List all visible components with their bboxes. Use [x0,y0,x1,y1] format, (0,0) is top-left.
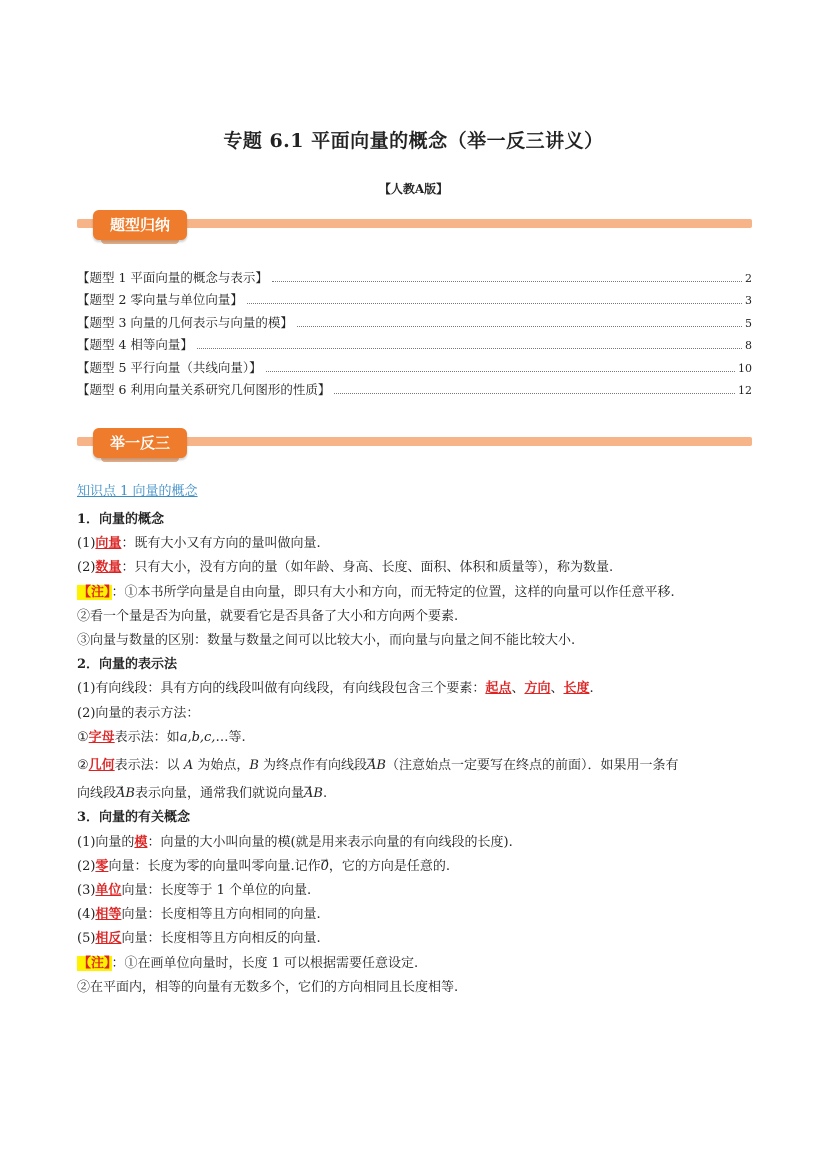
knowledge-point-heading: 知识点 1 向量的概念 [77,484,198,499]
note-line: ②在平面内，相等的向量有无数多个，它们的方向相同且长度相等. [77,979,459,995]
toc-label: 【题型 4 相等向量】 [77,337,193,353]
toc-leader [272,281,742,282]
concept-line: (3)单位向量：长度等于 1 个单位的向量. [77,883,312,899]
edition-label: 【人教A版】 [378,182,449,196]
toc-label: 【题型 6 利用向量关系研究几何图形的性质】 [77,381,331,397]
vector-symbols: a,b,c, [179,729,216,745]
note-line: ②看一个量是否为向量，就要看它是否具备了大小和方向两个要素. [77,608,459,624]
toc-item[interactable] [77,268,752,290]
concept-line: (4)相等向量：长度相等且方向相同的向量. [77,907,321,923]
toc-label: 【题型 1 平面向量的概念与表示】 [77,270,268,285]
letter-representation: ①字母表示法：如a,b,c,…等. [77,729,246,745]
note-line: 【注】：①本书所学向量是自由向量，即只有大小和方向，而无特定的位置，这样的向量可以作任意平移. [78,584,675,600]
table-of-contents [77,268,752,402]
toc-label: 【题型 2 零向量与单位向量】 [77,292,243,308]
toc-item[interactable] [77,358,752,380]
toc-item[interactable] [77,380,752,402]
vector-ab: → AB [367,758,386,773]
banner-tab: 举一反三 [93,428,187,458]
toc-leader [297,326,742,327]
toc-item[interactable] [77,335,752,357]
geometric-representation: ②几何表示法：以 A 为始点，B 为终点作有向线段→ AB（注意始点一定要写在终点的前面）．如果用一条有 [77,754,757,778]
definition-vector: (1)向量：既有大小又有方向的量叫做向量. [77,536,321,552]
practice-banner [77,428,752,462]
toc-page: 3 [745,294,752,308]
concept-line: (5)相反向量：长度相等且方向相反的向量. [77,931,321,947]
directed-segment-line: (1)有向线段：具有方向的线段叫做有向线段，有向线段包含三个要素：起点、方向、长度. [77,681,594,697]
vector-ab: → AB [116,786,135,801]
note-badge: 【注】 [78,955,111,971]
toc-page: 10 [738,361,752,375]
note-line: ③向量与数量的区别：数量与数量之间可以比较大小，而向量与向量之间不能比较大小. [77,633,576,649]
concept-line: (1)向量的模：向量的大小叫向量的模(就是用来表示向量的有向线段的长度). [77,834,513,850]
toc-item[interactable] [77,290,752,312]
section-heading: 1．向量的概念 [77,512,165,527]
concept-line: (2)零向量：长度为零的向量叫零向量.记作→ 0，它的方向是任意的. [77,855,757,879]
toc-page: 8 [745,339,752,353]
toc-page: 12 [738,383,752,397]
toc-page: 2 [745,272,752,285]
zero-vector: → 0 [321,859,329,874]
note-badge: 【注】 [78,584,111,600]
banner-tab: 题型归纳 [93,210,187,240]
geometric-representation: 向线段→ AB表示向量，通常我们就说向量→ AB. [77,782,757,806]
section-heading: 2．向量的表示法 [77,657,178,673]
summary-banner [77,210,752,244]
lecture-content [77,508,757,1000]
vector-ab: → AB [304,786,323,801]
section-heading: 3．向量的有关概念 [77,810,191,826]
toc-leader [197,348,742,349]
page-title: 专题 6.1 平面向量的概念（举一反三讲义） [223,130,604,152]
toc-label: 【题型 3 向量的几何表示与向量的模】 [77,314,293,330]
toc-leader [247,303,742,304]
toc-leader [334,393,735,394]
representation-line: (2)向量的表示方法： [77,705,200,721]
toc-item[interactable] [77,313,752,335]
definition-scalar: (2)数量：只有大小，没有方向的量（如年龄、身高、长度、面积、体积和质量等），称为数量. [77,560,614,576]
toc-page: 5 [745,316,752,330]
toc-leader [266,371,735,372]
note-line: 【注】：①在画单位向量时，长度 1 可以根据需要任意设定. [78,955,419,971]
toc-label: 【题型 5 平行向量（共线向量）】 [77,359,262,375]
